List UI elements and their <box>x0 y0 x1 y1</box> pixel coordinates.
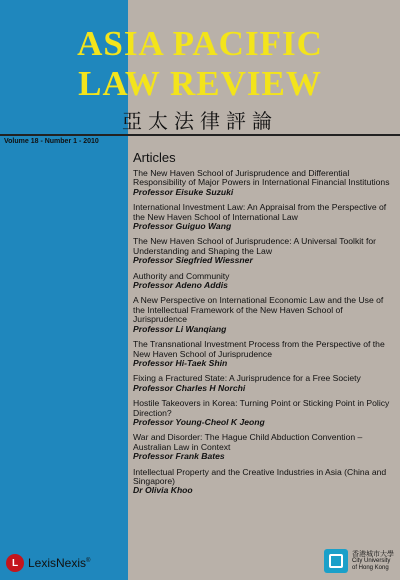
article-item <box>133 237 395 265</box>
article-title: Hostile Takeovers in Korea: Turning Point or Sticking Point in Policy Direction? <box>133 398 390 418</box>
article-author: Professor Charles H Norchi <box>133 382 246 393</box>
article-item <box>133 169 395 197</box>
university-name <box>352 551 394 572</box>
article-item <box>133 399 395 427</box>
article-item <box>133 272 395 291</box>
cityu-emblem-icon <box>324 549 348 573</box>
articles-list <box>133 150 395 502</box>
article-title: War and Disorder: The Hague Child Abduction Convention – Australian Law in Context <box>133 432 363 452</box>
university-logo <box>324 549 394 573</box>
publisher-name <box>28 556 90 570</box>
article-item <box>133 433 395 461</box>
article-author: Professor Young-Cheol K Jeong <box>133 416 265 427</box>
article-item <box>133 340 395 368</box>
university-name-line2: of Hong Kong <box>352 564 389 571</box>
article-author: Professor Li Wanqiang <box>133 323 227 334</box>
university-name-line1: City University <box>352 557 391 564</box>
article-title: Authority and Community <box>133 270 230 281</box>
article-title: A New Perspective on International Economic Law and the Use of the Intellectual Framework of the New Haven School of Jurisprudence <box>133 295 384 325</box>
article-author: Professor Siegfried Wiessner <box>133 255 253 266</box>
article-item <box>133 203 395 231</box>
article-author: Professor Frank Bates <box>133 451 225 462</box>
article-title: The New Haven School of Jurisprudence: A Universal Toolkit for Understanding and Shaping the Law <box>133 236 376 256</box>
article-author: Professor Guiguo Wang <box>133 221 232 232</box>
journal-title-line1: ASIA PACIFIC <box>77 24 323 63</box>
article-item <box>133 468 395 496</box>
article-author: Professor Hi-Taek Shin <box>133 357 228 368</box>
publisher-name-text: LexisNexis <box>28 556 87 570</box>
article-author: Professor Eisuke Suzuki <box>133 186 234 197</box>
journal-title-line2: LAW REVIEW <box>78 64 322 103</box>
article-author: Professor Adeno Addis <box>133 280 228 291</box>
journal-chinese-title: 亞太法律評論 <box>122 109 278 133</box>
article-author: Dr Olivia Khoo <box>133 485 193 496</box>
article-item <box>133 374 395 393</box>
article-title: International Investment Law: An Appraisal from the Perspective of the New Haven School of International Law <box>133 202 387 222</box>
article-title: Intellectual Property and the Creative Industries in Asia (China and Singapore) <box>133 466 387 486</box>
article-title: The Transnational Investment Process from the Perspective of the New Haven School of Jurisprudence <box>133 339 385 359</box>
volume-info: Volume 18 - Number 1 - 2010 <box>4 138 99 145</box>
article-title: The New Haven School of Jurisprudence and Differential Responsibility of Major Powers in International Financial Institutions <box>133 168 390 188</box>
article-item <box>133 296 395 334</box>
lexisnexis-icon: L <box>6 554 24 572</box>
divider-rule <box>0 134 400 136</box>
university-chinese-name: 香港城市大學 <box>352 550 394 558</box>
article-title: Fixing a Fractured State: A Jurisprudence for a Free Society <box>133 373 361 384</box>
articles-heading: Articles <box>133 150 176 165</box>
publisher-logo <box>6 554 90 572</box>
trademark-mark: ® <box>86 558 91 564</box>
